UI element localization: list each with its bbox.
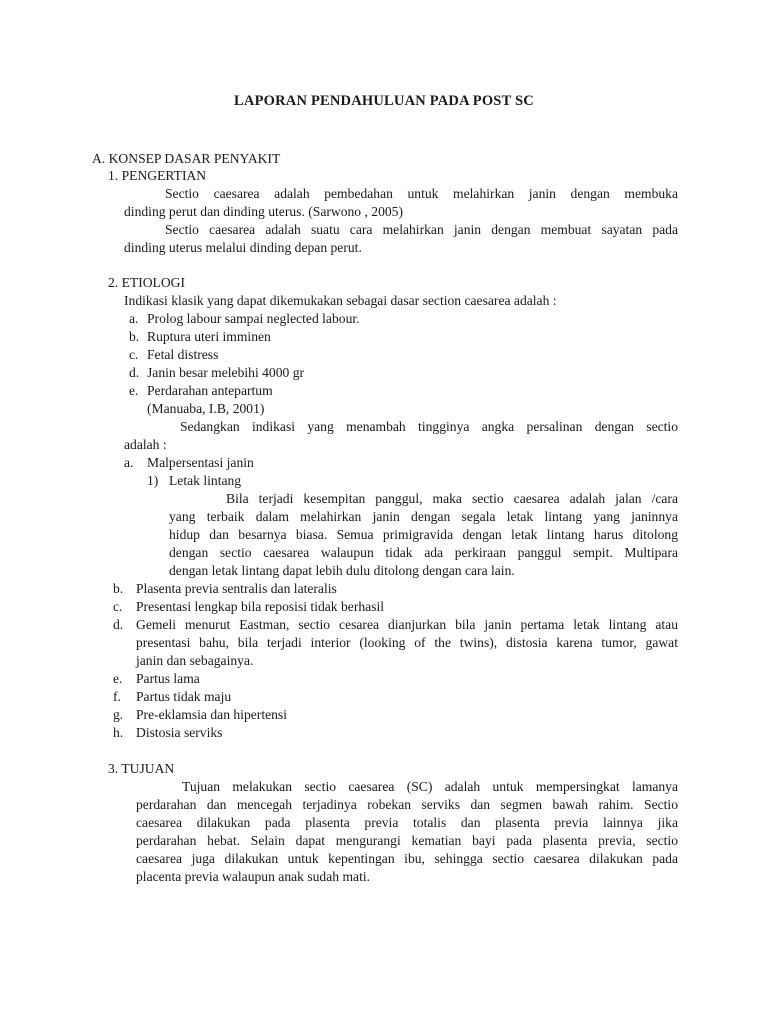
letak-lintang-line-1: Bila terjadi kesempitan panggul, maka sectio caesarea adalah jalan /cara bbox=[226, 491, 678, 506]
tujuan-line-2: perdarahan dan mencegah terjadinya robekan serviks dan segmen bawah rahim. Sectio bbox=[136, 797, 678, 812]
list-item: Plasenta previa sentralis dan lateralis bbox=[136, 581, 337, 596]
tujuan-line-3: caesarea dilakukan pada plasenta previa totalis dan plasenta previa lainnya jika bbox=[136, 815, 678, 830]
citation: (Manuaba, I.B, 2001) bbox=[147, 401, 265, 416]
list-marker: d. bbox=[113, 617, 124, 632]
list-marker: b. bbox=[113, 581, 124, 596]
pengertian-heading: 1. PENGERTIAN bbox=[108, 168, 207, 183]
pengertian-paragraph-1-line-1: Sectio caesarea adalah pembedahan untuk melahirkan janin dengan membuka bbox=[165, 186, 678, 201]
additional-indication-line-2: adalah : bbox=[124, 437, 167, 452]
list-item: Ruptura uteri imminen bbox=[147, 329, 271, 344]
letak-lintang-line-3: hidup dan besarnya biasa. Semua primigravida dengan letak lintang harus ditolong bbox=[169, 527, 678, 542]
etiologi-heading: 2. ETIOLOGI bbox=[108, 275, 186, 290]
list-marker: e. bbox=[113, 671, 123, 686]
list-item: Perdarahan antepartum bbox=[147, 383, 273, 398]
list-marker: d. bbox=[129, 365, 140, 380]
document-title: LAPORAN PENDAHULUAN PADA POST SC bbox=[234, 93, 534, 109]
list-marker: c. bbox=[113, 599, 123, 614]
list-item: Presentasi lengkap bila reposisi tidak berhasil bbox=[136, 599, 385, 614]
list-item: Partus tidak maju bbox=[136, 689, 232, 704]
list-marker: c. bbox=[129, 347, 139, 362]
list-item: Fetal distress bbox=[147, 347, 219, 362]
section-a-heading: A. KONSEP DASAR PENYAKIT bbox=[92, 151, 281, 166]
list-item-continuation: presentasi bahu, bila terjadi interior (looking of the twins), distosia karena tumor, gawat bbox=[136, 635, 678, 650]
list-item: Janin besar melebihi 4000 gr bbox=[147, 365, 305, 380]
tujuan-line-5: caesarea juga dilakukan untuk kepentingan ibu, sehingga sectio caesarea dilakukan pada bbox=[136, 851, 678, 866]
list-marker: e. bbox=[129, 383, 139, 398]
tujuan-heading: 3. TUJUAN bbox=[108, 761, 175, 776]
list-marker: f. bbox=[113, 689, 121, 704]
list-item: Partus lama bbox=[136, 671, 200, 686]
etiologi-intro: Indikasi klasik yang dapat dikemukakan sebagai dasar section caesarea adalah : bbox=[124, 293, 557, 308]
letak-lintang-item: Letak lintang bbox=[169, 473, 242, 488]
pengertian-paragraph-2-line-2: dinding uterus melalui dinding depan perut. bbox=[124, 240, 362, 255]
list-marker: a. bbox=[129, 311, 139, 326]
pengertian-paragraph-2-line-1: Sectio caesarea adalah suatu cara melahirkan janin dengan membuat sayatan pada bbox=[165, 222, 678, 237]
list-item: Pre-eklamsia dan hipertensi bbox=[136, 707, 287, 722]
list-marker: b. bbox=[129, 329, 140, 344]
list-item: Gemeli menurut Eastman, sectio cesarea dianjurkan bila janin pertama letak lintang atau bbox=[136, 617, 678, 632]
list-marker: g. bbox=[113, 707, 124, 722]
tujuan-line-1: Tujuan melakukan sectio caesarea (SC) adalah untuk mempersingkat lamanya bbox=[182, 779, 678, 794]
tujuan-line-4: perdarahan hebat. Selain dapat mengurangi kematian bayi pada plasenta previa, sectio bbox=[136, 833, 678, 848]
letak-lintang-line-4: dengan sectio caesarea walaupun tidak ada perkiraan panggul sempit. Multipara bbox=[169, 545, 678, 560]
list-marker: h. bbox=[113, 725, 124, 740]
letak-lintang-line-5: dengan letak lintang dapat lebih dulu ditolong dengan cara lain. bbox=[169, 563, 515, 578]
list-item: Distosia serviks bbox=[136, 725, 223, 740]
list-item: Prolog labour sampai neglected labour. bbox=[147, 311, 360, 326]
pengertian-paragraph-1-line-2: dinding perut dan dinding uterus. (Sarwono , 2005) bbox=[124, 204, 404, 219]
malpresentation-item: Malpersentasi janin bbox=[147, 455, 254, 470]
letak-lintang-line-2: yang terbaik dalam melahirkan janin dengan segala letak lintang yang janinnya bbox=[169, 509, 678, 524]
tujuan-line-6: placenta previa walaupun anak sudah mati. bbox=[136, 869, 371, 884]
additional-indication-line-1: Sedangkan indikasi yang menambah tingginya angka persalinan dengan sectio bbox=[180, 419, 678, 434]
list-marker: a. bbox=[124, 455, 134, 470]
list-item-continuation: janin dan sebagainya. bbox=[136, 653, 254, 668]
list-marker: 1) bbox=[147, 473, 159, 488]
